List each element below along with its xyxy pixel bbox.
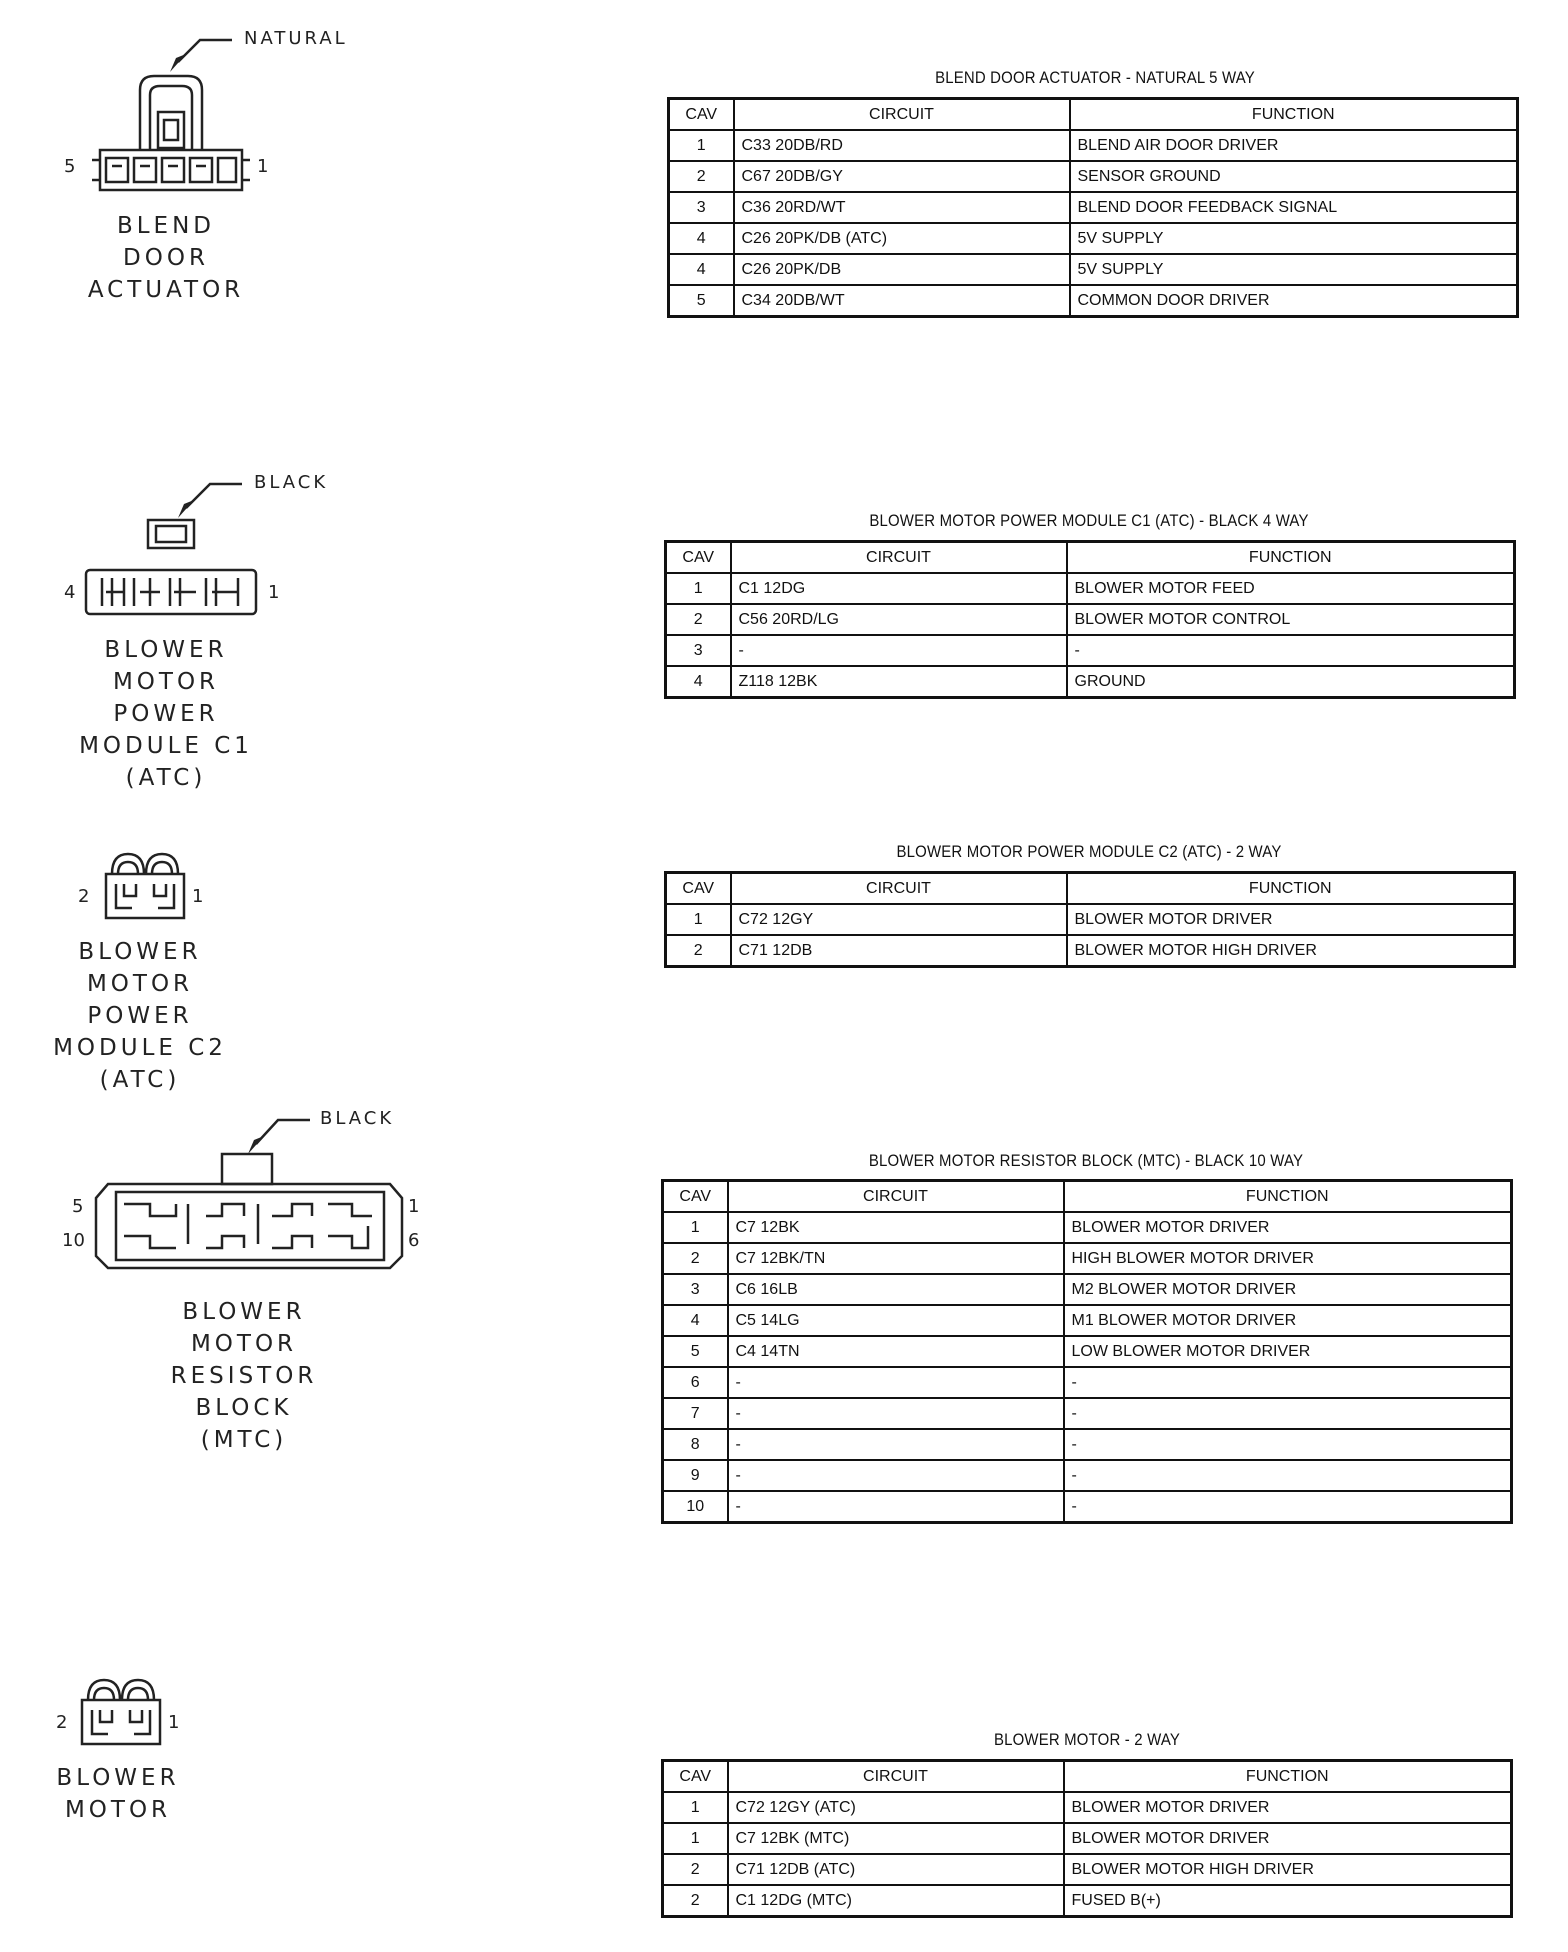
column-header-function: FUNCTION [1064, 1761, 1512, 1793]
cav-cell: 1 [666, 573, 731, 604]
column-header-function: FUNCTION [1070, 99, 1518, 131]
connector-name: BLEND DOOR ACTUATOR [87, 213, 245, 303]
cav-cell: 2 [663, 1885, 728, 1917]
column-header-cav: CAV [663, 1181, 728, 1213]
table-row [666, 666, 1515, 698]
function-cell: GROUND [1067, 666, 1515, 698]
column-header-cav: CAV [666, 873, 731, 905]
connector-color-label: BLACK [254, 472, 329, 493]
pin-number-bottom-right: 6 [408, 1230, 420, 1251]
function-cell: - [1064, 1367, 1512, 1398]
circuit-cell: C7 12BK/TN [728, 1243, 1064, 1274]
cav-cell: 2 [669, 161, 734, 192]
pinout-table [667, 97, 1519, 318]
connector-diagram-resistor-block [0, 1100, 460, 1460]
cav-cell: 4 [669, 223, 734, 254]
table-row [663, 1243, 1512, 1274]
table-header-row [666, 542, 1515, 574]
table-header-row [663, 1181, 1512, 1213]
table-title: BLOWER MOTOR POWER MODULE C2 (ATC) - 2 WAY [896, 842, 1282, 861]
table-header-row [666, 873, 1515, 905]
cav-cell: 3 [663, 1274, 728, 1305]
pin-number-bottom-left: 10 [62, 1230, 85, 1251]
function-cell: FUSED B(+) [1064, 1885, 1512, 1917]
function-cell: COMMON DOOR DRIVER [1070, 285, 1518, 317]
table-row [663, 1274, 1512, 1305]
function-cell: BLEND DOOR FEEDBACK SIGNAL [1070, 192, 1518, 223]
cav-cell: 3 [669, 192, 734, 223]
pinout-table [664, 871, 1516, 968]
circuit-cell: C26 20PK/DB [734, 254, 1070, 285]
circuit-cell: C7 12BK (MTC) [728, 1823, 1064, 1854]
cav-cell: 8 [663, 1429, 728, 1460]
connector-name: BLOWER MOTOR POWER MODULE C2 (ATC) [53, 939, 227, 1093]
circuit-cell: C72 12GY (ATC) [728, 1792, 1064, 1823]
circuit-cell: C36 20RD/WT [734, 192, 1070, 223]
pinout-table [661, 1759, 1513, 1918]
connector-diagram-power-module-c1 [0, 460, 400, 810]
circuit-cell: C71 12DB (ATC) [728, 1854, 1064, 1885]
pin-number-left: 5 [64, 156, 76, 177]
table-row [663, 1854, 1512, 1885]
circuit-cell: C5 14LG [728, 1305, 1064, 1336]
table-title: BLOWER MOTOR RESISTOR BLOCK (MTC) - BLACK 10 WAY [868, 1151, 1304, 1170]
connector-diagram-blower-motor [0, 1670, 400, 1870]
table-row [663, 1367, 1512, 1398]
pin-number-left: 2 [56, 1712, 68, 1733]
cav-cell: 2 [666, 935, 731, 967]
function-cell: - [1064, 1491, 1512, 1523]
circuit-cell: C33 20DB/RD [734, 130, 1070, 161]
connector-color-label: NATURAL [244, 28, 348, 49]
circuit-cell: - [728, 1398, 1064, 1429]
function-cell: BLOWER MOTOR DRIVER [1064, 1212, 1512, 1243]
cav-cell: 3 [666, 635, 731, 666]
column-header-cav: CAV [663, 1761, 728, 1793]
table-row [666, 635, 1515, 666]
pin-number-right: 1 [268, 582, 280, 603]
connector-color-label: BLACK [320, 1108, 395, 1129]
column-header-cav: CAV [666, 542, 731, 574]
column-header-function: FUNCTION [1064, 1181, 1512, 1213]
function-cell: - [1064, 1398, 1512, 1429]
cav-cell: 6 [663, 1367, 728, 1398]
circuit-cell: C34 20DB/WT [734, 285, 1070, 317]
cav-cell: 10 [663, 1491, 728, 1523]
table-row [666, 935, 1515, 967]
table-row [663, 1305, 1512, 1336]
column-header-circuit: CIRCUIT [728, 1761, 1064, 1793]
table-header-row [663, 1761, 1512, 1793]
table-row [669, 192, 1518, 223]
circuit-cell: C72 12GY [731, 904, 1067, 935]
pin-number-right: 1 [168, 1712, 180, 1733]
table-row [663, 1336, 1512, 1367]
connector-name: BLOWER MOTOR [56, 1765, 180, 1823]
function-cell: BLOWER MOTOR DRIVER [1064, 1792, 1512, 1823]
table-row [666, 904, 1515, 935]
table-row [669, 254, 1518, 285]
circuit-cell: C4 14TN [728, 1336, 1064, 1367]
column-header-cav: CAV [669, 99, 734, 131]
table-title: BLOWER MOTOR POWER MODULE C1 (ATC) - BLACK 4 WAY [869, 511, 1309, 530]
circuit-cell: C6 16LB [728, 1274, 1064, 1305]
circuit-cell: C1 12DG [731, 573, 1067, 604]
table-header-row [669, 99, 1518, 131]
circuit-cell: Z118 12BK [731, 666, 1067, 698]
pin-number-left: 2 [78, 886, 90, 907]
cav-cell: 7 [663, 1398, 728, 1429]
circuit-cell: C67 20DB/GY [734, 161, 1070, 192]
function-cell: M2 BLOWER MOTOR DRIVER [1064, 1274, 1512, 1305]
table-row [669, 161, 1518, 192]
function-cell: - [1064, 1429, 1512, 1460]
table-row [666, 573, 1515, 604]
table-row [669, 285, 1518, 317]
circuit-cell: C7 12BK [728, 1212, 1064, 1243]
function-cell: BLOWER MOTOR DRIVER [1064, 1823, 1512, 1854]
function-cell: BLOWER MOTOR HIGH DRIVER [1064, 1854, 1512, 1885]
circuit-cell: - [728, 1460, 1064, 1491]
pin-number-top-left: 5 [72, 1196, 84, 1217]
connector-diagram-blend-door-actuator [0, 0, 400, 320]
cav-cell: 2 [666, 604, 731, 635]
cav-cell: 2 [663, 1243, 728, 1274]
pinout-table [664, 540, 1516, 699]
column-header-circuit: CIRCUIT [728, 1181, 1064, 1213]
table-title: BLOWER MOTOR - 2 WAY [993, 1730, 1181, 1749]
table-row [663, 1429, 1512, 1460]
connector-name: BLOWER MOTOR POWER MODULE C1 (ATC) [79, 637, 253, 791]
pin-number-top-right: 1 [408, 1196, 420, 1217]
table-row [663, 1885, 1512, 1917]
cav-cell: 4 [666, 666, 731, 698]
cav-cell: 5 [663, 1336, 728, 1367]
function-cell: BLOWER MOTOR CONTROL [1067, 604, 1515, 635]
function-cell: BLOWER MOTOR FEED [1067, 573, 1515, 604]
table-row [663, 1398, 1512, 1429]
cav-cell: 1 [663, 1792, 728, 1823]
circuit-cell: - [728, 1367, 1064, 1398]
circuit-cell: C1 12DG (MTC) [728, 1885, 1064, 1917]
function-cell: HIGH BLOWER MOTOR DRIVER [1064, 1243, 1512, 1274]
column-header-function: FUNCTION [1067, 542, 1515, 574]
cav-cell: 4 [663, 1305, 728, 1336]
table-row [663, 1212, 1512, 1243]
circuit-cell: C56 20RD/LG [731, 604, 1067, 635]
cav-cell: 1 [663, 1823, 728, 1854]
circuit-cell: - [728, 1429, 1064, 1460]
function-cell: 5V SUPPLY [1070, 223, 1518, 254]
table-row [663, 1491, 1512, 1523]
circuit-cell: - [728, 1491, 1064, 1523]
table-row [669, 223, 1518, 254]
pinout-table [661, 1179, 1513, 1524]
cav-cell: 2 [663, 1854, 728, 1885]
function-cell: 5V SUPPLY [1070, 254, 1518, 285]
connector-diagram-power-module-c2 [0, 840, 400, 1110]
cav-cell: 1 [669, 130, 734, 161]
cav-cell: 1 [663, 1212, 728, 1243]
pin-number-right: 1 [257, 156, 269, 177]
pin-number-left: 4 [64, 582, 76, 603]
table-row [663, 1460, 1512, 1491]
cav-cell: 1 [666, 904, 731, 935]
cav-cell: 9 [663, 1460, 728, 1491]
column-header-function: FUNCTION [1067, 873, 1515, 905]
function-cell: BLOWER MOTOR HIGH DRIVER [1067, 935, 1515, 967]
column-header-circuit: CIRCUIT [734, 99, 1070, 131]
circuit-cell: C71 12DB [731, 935, 1067, 967]
table-title: BLEND DOOR ACTUATOR - NATURAL 5 WAY [935, 68, 1255, 87]
function-cell: BLOWER MOTOR DRIVER [1067, 904, 1515, 935]
function-cell: - [1064, 1460, 1512, 1491]
table-row [669, 130, 1518, 161]
function-cell: - [1067, 635, 1515, 666]
circuit-cell: C26 20PK/DB (ATC) [734, 223, 1070, 254]
table-row [666, 604, 1515, 635]
pin-number-right: 1 [192, 886, 204, 907]
circuit-cell: - [731, 635, 1067, 666]
cav-cell: 4 [669, 254, 734, 285]
function-cell: BLEND AIR DOOR DRIVER [1070, 130, 1518, 161]
function-cell: LOW BLOWER MOTOR DRIVER [1064, 1336, 1512, 1367]
function-cell: M1 BLOWER MOTOR DRIVER [1064, 1305, 1512, 1336]
table-row [663, 1792, 1512, 1823]
table-row [663, 1823, 1512, 1854]
column-header-circuit: CIRCUIT [731, 873, 1067, 905]
connector-name: BLOWER MOTOR RESISTOR BLOCK (MTC) [170, 1299, 318, 1453]
function-cell: SENSOR GROUND [1070, 161, 1518, 192]
column-header-circuit: CIRCUIT [731, 542, 1067, 574]
cav-cell: 5 [669, 285, 734, 317]
